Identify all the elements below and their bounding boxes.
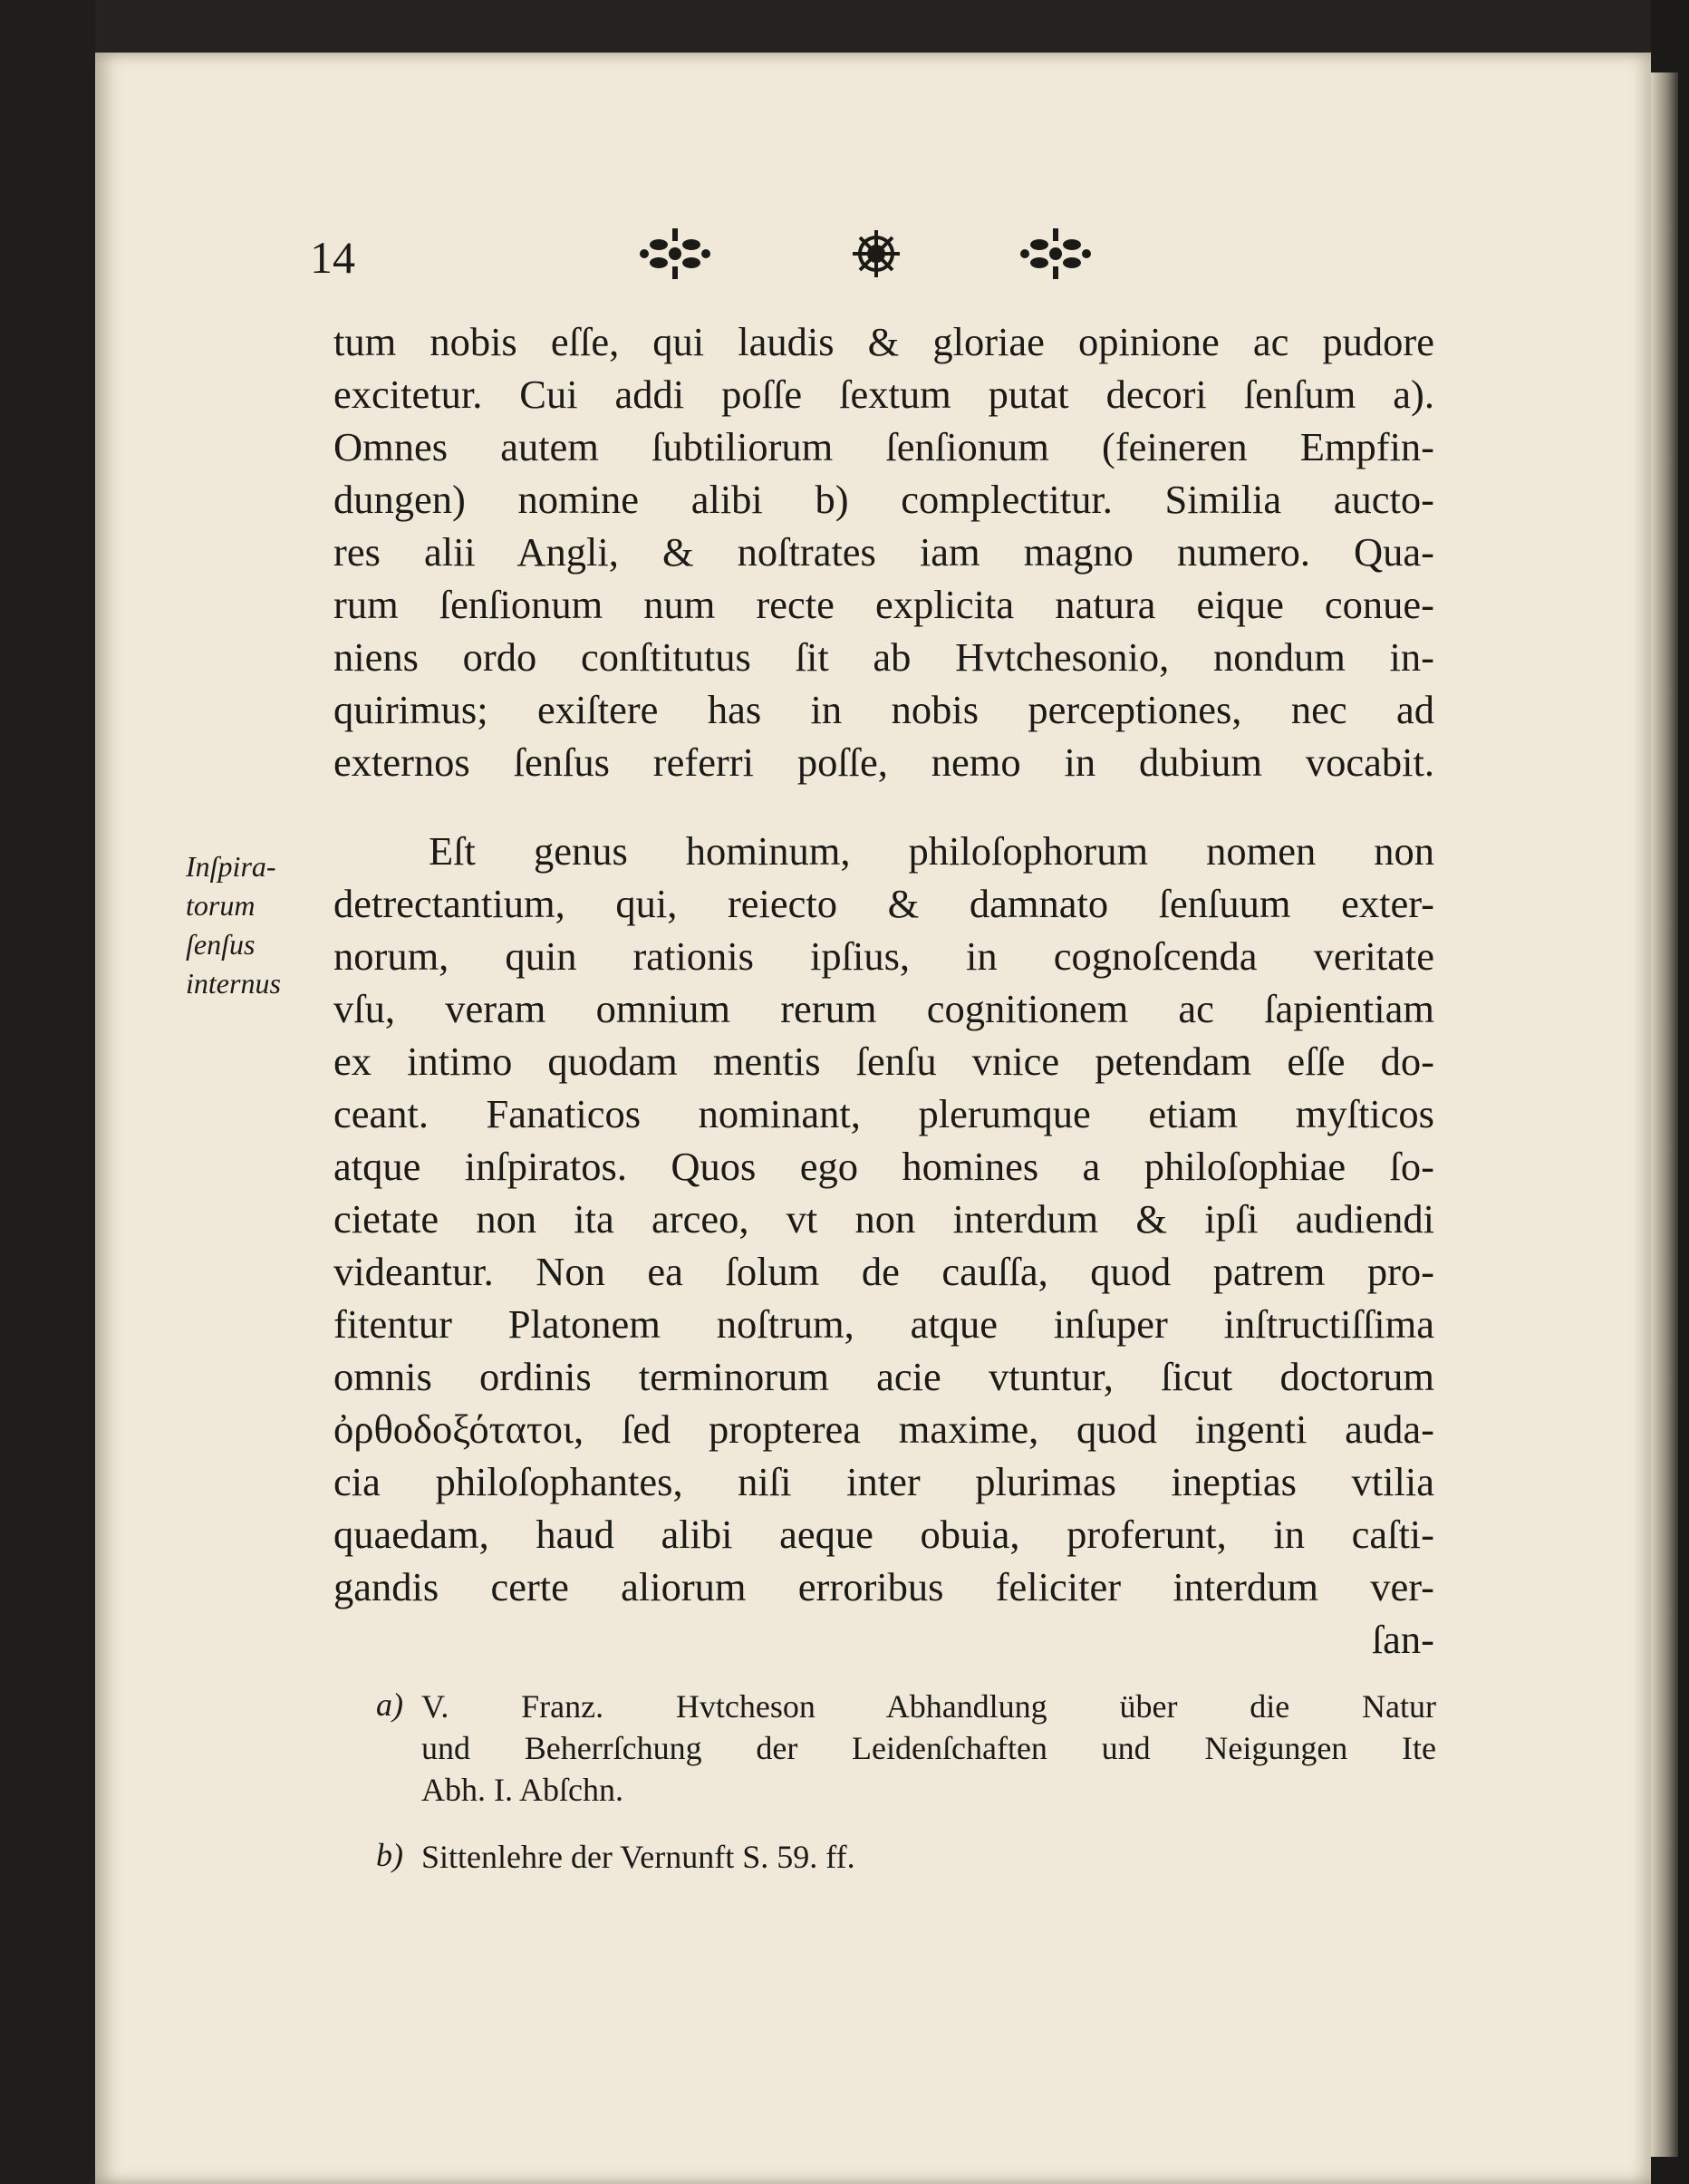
footnote-line: und Beherrſchung der Leidenſchaften und Neigungen Ite [421,1730,1436,1766]
fleuron-icon [1020,228,1091,279]
marginal-note [186,847,331,1003]
text-line: externos ſenſus referri poſſe, nemo in dubium vocabit. [333,739,1434,785]
scan-background-top [0,0,1689,53]
text-line: Eſt genus hominum, philoſophorum nomen non [429,828,1434,874]
text-line: niens ordo conſtitutus ſit ab Hvtchesonio, nondum in- [333,634,1434,680]
text-line: cia philoſophantes, niſi inter plurimas ineptias vtilia [333,1459,1434,1504]
paragraph-1 [333,315,1434,788]
fleuron-icon [640,228,710,279]
text-line: quirimus; exiſtere has in nobis perceptiones, nec ad [333,687,1434,732]
footnote-line: Abh. I. Abſchn. [421,1772,623,1808]
text-line: fitentur Platonem noſtrum, atque inſuper inſtructiſſima [333,1301,1434,1347]
text-line: gandis certe aliorum erroribus feliciter interdum ver- [333,1564,1434,1609]
footnote-mark: b) [376,1837,403,1873]
text-line: cietate non ita arceo, vt non interdum & ipſi audiendi [333,1196,1434,1242]
text-line: quaedam, haud alibi aeque obuia, proferunt, in caſti- [333,1512,1434,1557]
footnote-b [376,1836,1436,1878]
rosette-icon [853,230,900,277]
marginal-line: torum [186,889,256,922]
marginal-line: Inſpira- [186,850,276,883]
text-line: dungen) nomine alibi b) complectitur. Similia aucto- [333,477,1434,522]
footnotes [376,1686,1436,1878]
paragraph-2 [333,825,1434,1666]
footnote-line: V. Franz. Hvtcheson Abhandlung über die Natur [421,1688,1436,1725]
header-ornaments [639,222,1110,285]
text-line: atque inſpiratos. Quos ego homines a philoſophiae ſo- [333,1144,1434,1189]
text-line: tum nobis eſſe, qui laudis & gloriae opinione ac pudore [333,319,1434,364]
text-line: vſu, veram omnium rerum cognitionem ac ſapientiam [333,986,1434,1031]
text-line: excitetur. Cui addi poſſe ſextum putat decori ſenſum a). [333,372,1434,417]
text-line: norum, quin rationis ipſius, in cognoſcenda veritate [333,933,1434,979]
scan-background-left [0,0,95,2184]
text-line: ceant. Fanaticos nominant, plerumque etiam myſticos [333,1091,1434,1136]
text-line: rum ſenſionum num recte explicita natura eique conue- [333,582,1434,627]
text-line: ὀρθοδοξότατοι, ſed propterea maxime, quod ingenti auda- [333,1406,1434,1452]
marginal-line: internus [186,967,281,1000]
text-line: ex intimo quodam mentis ſenſu vnice petendam eſſe do- [333,1039,1434,1084]
text-line: detrectantium, qui, reiecto & damnato ſenſuum exter- [333,881,1434,926]
catchword: ſan- [1371,1617,1434,1662]
marginal-line: ſenſus [186,928,256,961]
text-line: omnis ordinis terminorum acie vtuntur, ſicut doctorum [333,1354,1434,1399]
text-line: videantur. Non ea ſolum de cauſſa, quod patrem pro- [333,1249,1434,1294]
page-edge [1651,72,1678,2157]
page-number: 14 [310,232,355,283]
footnote-mark: a) [376,1686,403,1723]
text-line: Omnes autem ſubtiliorum ſenſionum (feineren Empfin- [333,424,1434,469]
footnote-line: Sittenlehre der Vernunft S. 59. ff. [421,1839,855,1875]
footnote-a [376,1686,1436,1811]
text-line: res alii Angli, & noſtrates iam magno numero. Qua- [333,529,1434,575]
